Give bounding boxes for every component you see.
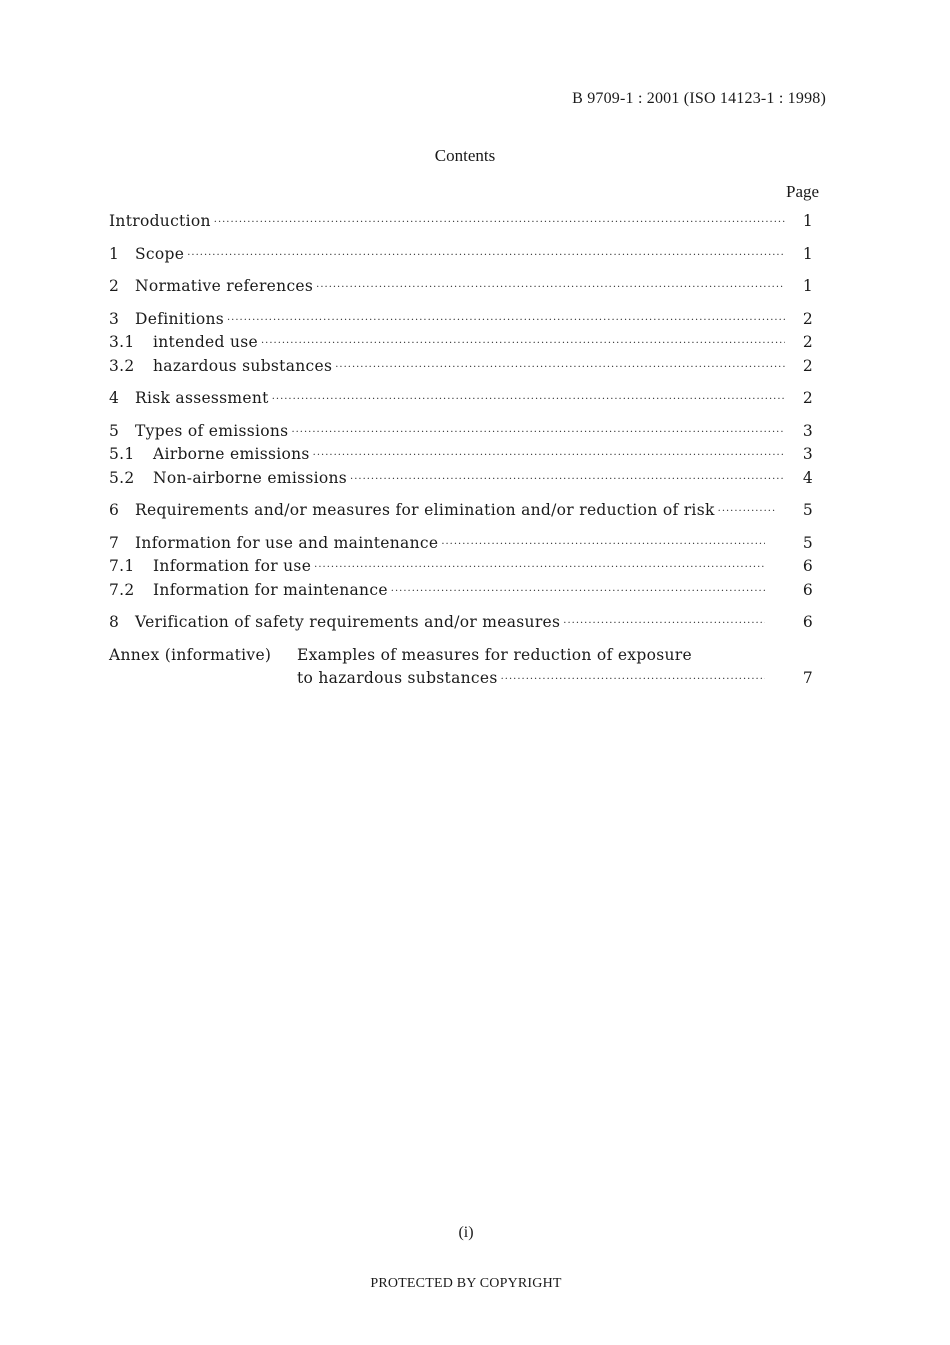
toc-entry-verification[interactable]: [109, 611, 813, 635]
dot-leader: [227, 309, 785, 333]
dot-leader: [563, 612, 765, 636]
standard-reference: B 9709-1 : 2001 (ISO 14123-1 : 1998): [572, 90, 826, 107]
dot-leader: [350, 468, 785, 492]
dot-leader: [314, 556, 765, 580]
toc-entry-introduction[interactable]: [109, 210, 813, 234]
toc-entry-types-of-emissions[interactable]: [109, 420, 813, 444]
dot-leader: [313, 444, 785, 468]
toc-entry-page: 3: [802, 421, 813, 440]
toc-entry-number: 1: [109, 244, 120, 263]
toc-entry-title: Information for use: [153, 557, 312, 575]
toc-entry-number: 5.1: [109, 445, 135, 463]
dot-leader: [261, 332, 785, 356]
toc-entry-title: Types of emissions: [135, 421, 289, 440]
toc-entry-non-airborne-emissions[interactable]: [109, 467, 813, 491]
toc-entry-page: 4: [802, 468, 813, 487]
annex-title-line-2: to hazardous substances: [297, 669, 498, 687]
toc-entry-number: 8: [109, 613, 120, 631]
toc-entry-number: 4: [109, 389, 120, 407]
toc-entry-page: 2: [802, 356, 813, 375]
toc-entry-number: 3: [109, 309, 120, 328]
contents-title: Contents: [434, 146, 496, 165]
dot-leader: [391, 580, 765, 604]
dot-leader: [214, 211, 785, 235]
toc-entry-scope[interactable]: [109, 243, 813, 267]
toc-entry-title: Non-airborne emissions: [153, 468, 348, 487]
toc-entry-page: 2: [802, 309, 813, 328]
toc-entry-number: 7.1: [109, 557, 135, 575]
annex-title-line-1: Examples of measures for reduction of exposure: [297, 645, 692, 664]
toc-entry-information-for-use[interactable]: [109, 555, 813, 579]
dot-leader: [316, 276, 785, 300]
dot-leader: [501, 668, 765, 692]
toc-entry-intended-use[interactable]: [109, 331, 813, 355]
toc-entry-number: 5.2: [109, 468, 135, 487]
toc-entry-definitions[interactable]: [109, 308, 813, 332]
toc-entry-annex[interactable]: [109, 644, 813, 691]
toc-entry-title: Risk assessment: [135, 389, 269, 407]
toc-entry-page: 1: [802, 212, 813, 230]
toc-entry-title: Requirements and/or measures for elimination and/or reduction of risk: [135, 501, 715, 519]
toc-entry-page: 3: [802, 445, 813, 463]
toc-entry-hazardous-substances[interactable]: [109, 355, 813, 379]
toc-entry-number: 2: [109, 277, 120, 295]
dot-leader: [291, 421, 785, 445]
toc-entry-information-for-maintenance[interactable]: [109, 579, 813, 603]
toc-entry-normative-references[interactable]: [109, 275, 813, 299]
toc-entry-page: 6: [802, 613, 813, 631]
dot-leader: [441, 533, 765, 557]
page-number: (i): [458, 1224, 474, 1241]
toc-entry-page: 5: [802, 501, 813, 519]
toc-entry-page: 2: [802, 333, 813, 351]
toc-entry-title: hazardous substances: [153, 356, 333, 375]
toc-entry-page: 6: [802, 580, 813, 599]
copyright-notice: PROTECTED BY COPYRIGHT: [370, 1276, 562, 1291]
dot-leader: [335, 356, 785, 380]
toc-entry-airborne-emissions[interactable]: [109, 443, 813, 467]
toc-entry-page: 1: [802, 277, 813, 295]
dot-leader: [718, 500, 775, 524]
toc-entry-page: 6: [802, 557, 813, 575]
toc-entry-title: Information for use and maintenance: [135, 533, 439, 552]
toc-entry-number: 5: [109, 421, 120, 440]
toc-entry-title: intended use: [153, 333, 258, 351]
toc-entry-title: Airborne emissions: [153, 445, 310, 463]
table-of-contents: [109, 210, 813, 691]
dot-leader: [272, 388, 785, 412]
dot-leader: [187, 244, 785, 268]
toc-entry-number: 7: [109, 533, 120, 552]
toc-entry-title: Normative references: [135, 277, 314, 295]
toc-entry-page: 7: [802, 669, 813, 687]
toc-entry-page: 1: [802, 244, 813, 263]
toc-entry-number: 3.2: [109, 356, 135, 375]
toc-entry-page: 5: [802, 533, 813, 552]
toc-entry-title: Verification of safety requirements and/or measures: [135, 613, 561, 631]
toc-entry-number: 7.2: [109, 580, 135, 599]
toc-entry-risk-assessment[interactable]: [109, 387, 813, 411]
toc-entry-number: 6: [109, 501, 120, 519]
toc-entry-requirements[interactable]: [109, 499, 813, 523]
toc-entry-title: Scope: [135, 244, 185, 263]
toc-entry-title: Definitions: [135, 309, 224, 328]
page-column-heading: Page: [786, 182, 820, 201]
toc-entry-title: Introduction: [109, 212, 211, 230]
toc-entry-title: Information for maintenance: [153, 580, 388, 599]
toc-entry-page: 2: [802, 389, 813, 407]
toc-entry-information-for-use-and-maintenance[interactable]: [109, 532, 813, 556]
toc-entry-number: 3.1: [109, 333, 135, 351]
annex-label: Annex (informative): [109, 645, 272, 664]
